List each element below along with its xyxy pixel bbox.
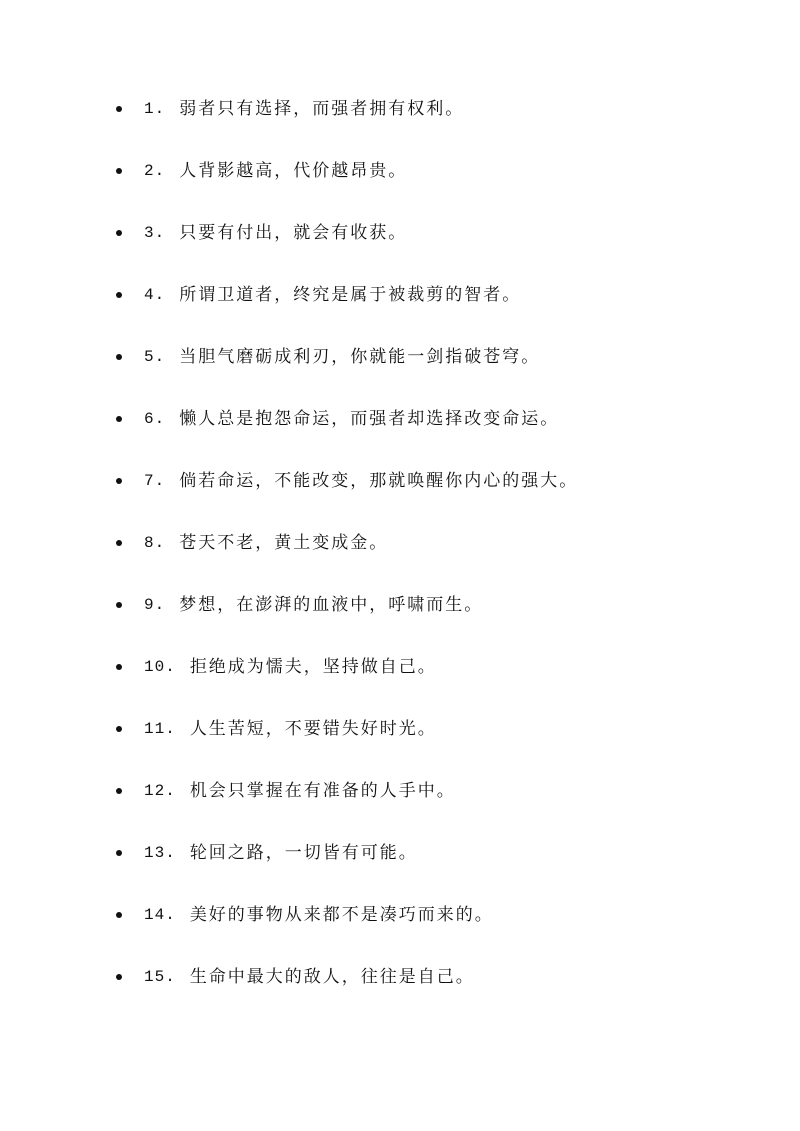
item-number: 4. xyxy=(144,286,166,304)
bullet-icon xyxy=(116,168,122,174)
item-number: 1. xyxy=(144,100,166,118)
bullet-icon xyxy=(116,416,122,422)
item-number: 14. xyxy=(144,906,176,924)
list-item xyxy=(116,528,756,590)
item-text: 人背影越高，代价越昂贵。 xyxy=(179,161,408,181)
bullet-icon xyxy=(116,850,122,856)
item-text: 倘若命运，不能改变，那就唤醒你内心的强大。 xyxy=(179,471,579,491)
bullet-icon xyxy=(116,292,122,298)
item-number: 13. xyxy=(144,844,176,862)
item-number: 5. xyxy=(144,348,166,366)
list-item xyxy=(116,218,756,280)
list-item xyxy=(116,652,756,714)
list-item xyxy=(116,94,756,156)
item-text: 人生苦短，不要错失好时光。 xyxy=(189,719,437,739)
item-text: 美好的事物从来都不是凑巧而来的。 xyxy=(189,905,494,925)
item-text: 当胆气磨砺成利刃，你就能一剑指破苍穹。 xyxy=(179,347,541,367)
list-item xyxy=(116,776,756,838)
item-number: 3. xyxy=(144,224,166,242)
bullet-icon xyxy=(116,230,122,236)
item-number: 12. xyxy=(144,782,176,800)
quote-list xyxy=(116,94,756,1024)
item-text: 懒人总是抱怨命运，而强者却选择改变命运。 xyxy=(179,409,560,429)
list-item xyxy=(116,466,756,528)
item-number: 11. xyxy=(144,720,176,738)
bullet-icon xyxy=(116,354,122,360)
item-text: 只要有付出，就会有收获。 xyxy=(179,223,408,243)
item-text: 苍天不老，黄土变成金。 xyxy=(179,533,389,553)
item-text: 所谓卫道者，终究是属于被裁剪的智者。 xyxy=(179,285,522,305)
item-number: 9. xyxy=(144,596,166,614)
bullet-icon xyxy=(116,478,122,484)
item-number: 15. xyxy=(144,968,176,986)
bullet-icon xyxy=(116,974,122,980)
list-item xyxy=(116,962,756,1024)
bullet-icon xyxy=(116,912,122,918)
list-item xyxy=(116,342,756,404)
list-item xyxy=(116,590,756,652)
item-number: 2. xyxy=(144,162,166,180)
item-text: 拒绝成为懦夫，坚持做自己。 xyxy=(189,657,437,677)
item-number: 8. xyxy=(144,534,166,552)
item-text: 生命中最大的敌人，往往是自己。 xyxy=(189,967,475,987)
bullet-icon xyxy=(116,788,122,794)
list-item xyxy=(116,714,756,776)
bullet-icon xyxy=(116,726,122,732)
item-text: 梦想，在澎湃的血液中，呼啸而生。 xyxy=(179,595,484,615)
list-item xyxy=(116,900,756,962)
list-item xyxy=(116,404,756,466)
item-text: 弱者只有选择，而强者拥有权利。 xyxy=(179,99,465,119)
list-item xyxy=(116,838,756,900)
bullet-icon xyxy=(116,602,122,608)
list-item xyxy=(116,156,756,218)
list-item xyxy=(116,280,756,342)
bullet-icon xyxy=(116,540,122,546)
bullet-icon xyxy=(116,664,122,670)
item-text: 机会只掌握在有准备的人手中。 xyxy=(189,781,456,801)
item-text: 轮回之路，一切皆有可能。 xyxy=(189,843,418,863)
item-number: 6. xyxy=(144,410,166,428)
item-number: 7. xyxy=(144,472,166,490)
bullet-icon xyxy=(116,106,122,112)
item-number: 10. xyxy=(144,658,176,676)
